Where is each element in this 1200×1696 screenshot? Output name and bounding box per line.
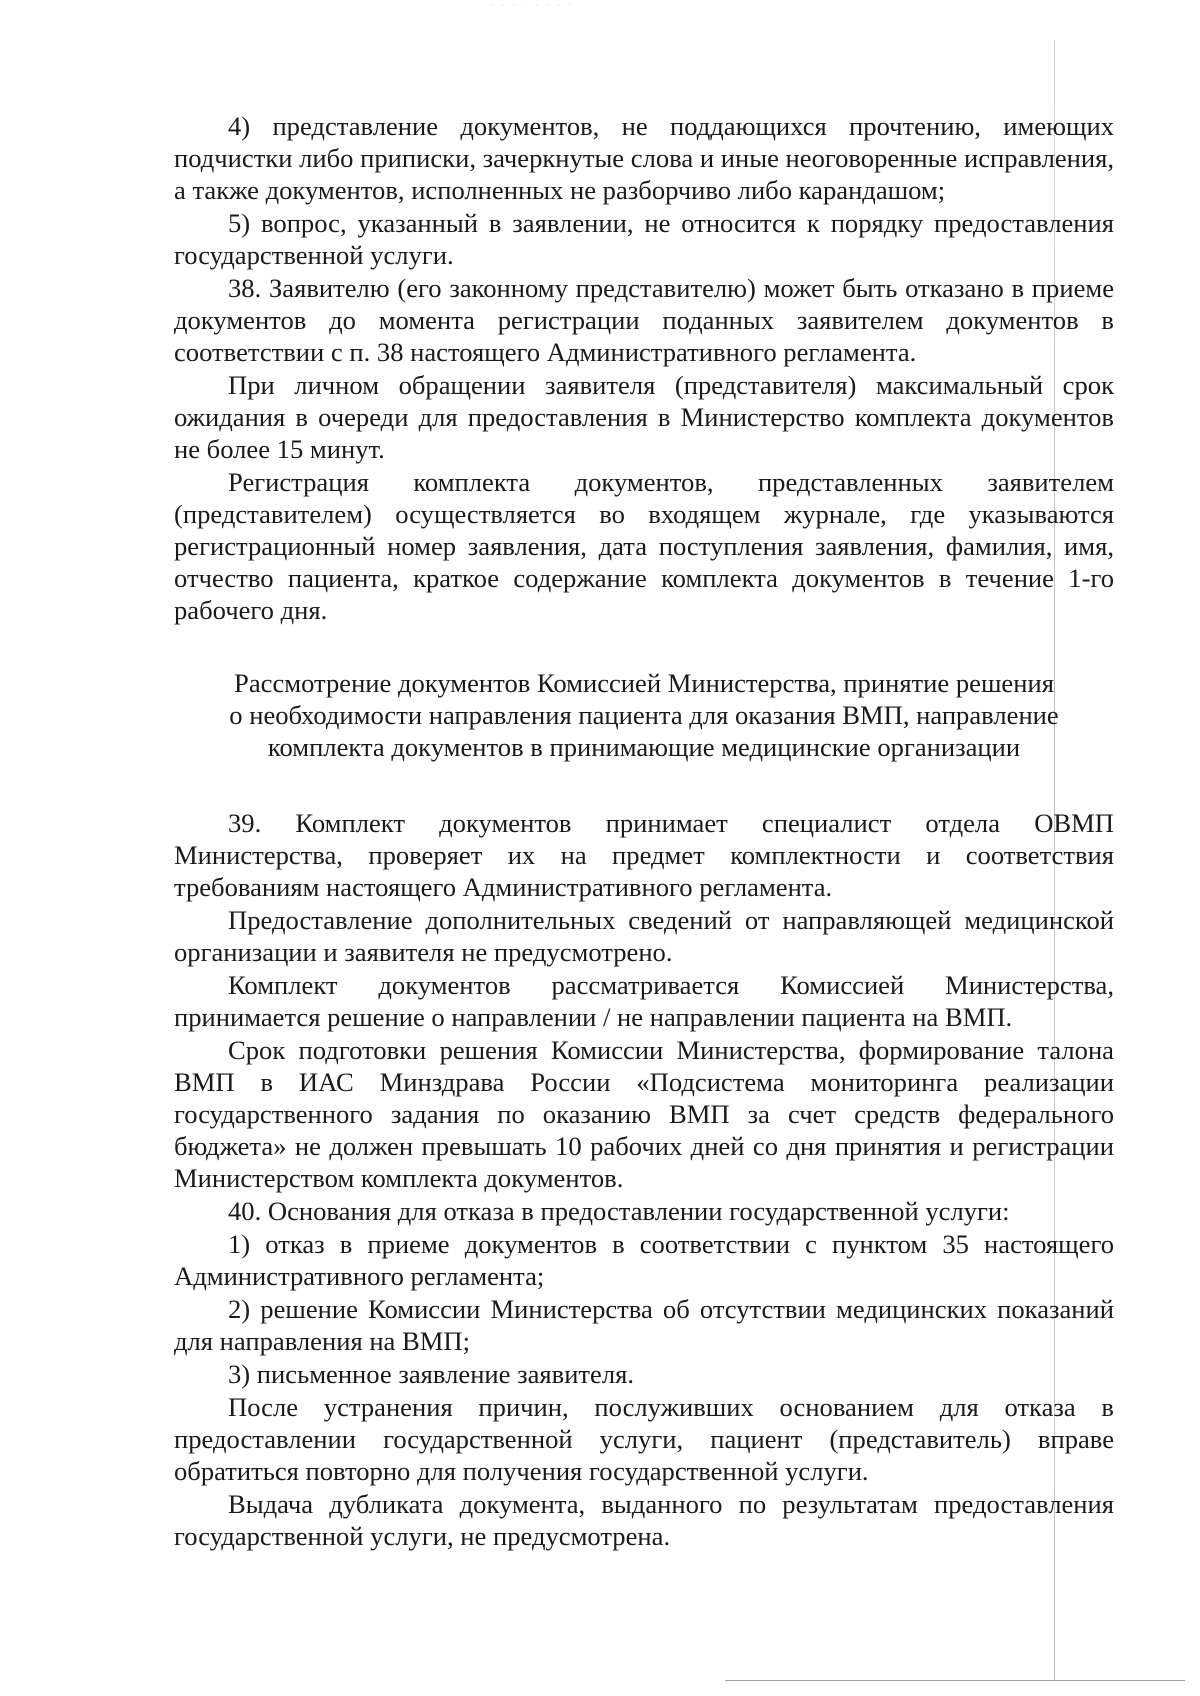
paragraph-refusal-2: 2) решение Комиссии Министерства об отсутствии медицинских показаний для направления на ВМП; (174, 1294, 1114, 1356)
scan-bottom-line (725, 1680, 1185, 1681)
section-heading: Рассмотрение документов Комиссией Министерства, принятие решения о необходимости направления пациента для оказания ВМП, направление комплекта документов в принимающие медицинские организации (229, 668, 1059, 762)
paragraph-item-5: 5) вопрос, указанный в заявлении, не относится к порядку предоставления государственной услуги. (174, 208, 1114, 270)
paragraph-duplicate: Выдача дубликата документа, выданного по результатам предоставления государственной услуги, не предусмотрена. (174, 1489, 1114, 1551)
paragraph-40: 40. Основания для отказа в предоставлении государственной услуги: (228, 1196, 1010, 1226)
paragraph-item-4: 4) представление документов, не поддающихся прочтению, имеющих подчистки либо приписки, зачеркнутые слова и иные неоговоренные исправления, а также документов, исполненных не разборчиво либо карандашом; (174, 111, 1114, 205)
paragraph-commission-review: Комплект документов рассматривается Комиссией Министерства, принимается решение о направлении / не направлении пациента на ВМП. (174, 970, 1114, 1032)
paragraph-39: 39. Комплект документов принимает специалист отдела ОВМП Министерства, проверяет их на предмет комплектности и соответствия требованиям настоящего Административного регламента. (174, 808, 1114, 902)
paragraph-waiting-time: При личном обращении заявителя (представителя) максимальный срок ожидания в очереди для предоставления в Министерство комплекта документов не более 15 минут. (174, 370, 1114, 464)
paragraph-refusal-3: 3) письменное заявление заявителя. (228, 1359, 635, 1389)
scan-header-noise: · · · · · · · · (490, 0, 575, 10)
paragraph-registration: Регистрация комплекта документов, представленных заявителем (представителем) осуществляется во входящем журнале, где указываются регистрационный номер заявления, дата поступления заявления, фамилия, имя, отчество пациента, краткое содержание комплекта документов в течение 1-го рабочего дня. (174, 467, 1114, 625)
paragraph-refusal-1: 1) отказ в приеме документов в соответствии с пунктом 35 настоящего Административного регламента; (174, 1229, 1114, 1291)
paragraph-reapply: После устранения причин, послуживших основанием для отказа в предоставлении государственной услуги, пациент (представитель) вправе обратиться повторно для получения государственной услуги. (174, 1392, 1114, 1486)
document-body (174, 110, 1114, 1553)
paragraph-additional-info: Предоставление дополнительных сведений от направляющей медицинской организации и заявителя не предусмотрено. (174, 905, 1114, 967)
paragraph-decision-deadline: Срок подготовки решения Комиссии Министерства, формирование талона ВМП в ИАС Минздрава России «Подсистема мониторинга реализации государственного задания по оказанию ВМП за счет средств федерального бюджета» не должен превышать 10 рабочих дней со дня принятия и регистрации Министерством комплекта документов. (174, 1035, 1114, 1193)
paragraph-38: 38. Заявителю (его законному представителю) может быть отказано в приеме документов до момента регистрации поданных заявителем документов в соответствии с п. 38 настоящего Административного регламента. (174, 273, 1114, 367)
